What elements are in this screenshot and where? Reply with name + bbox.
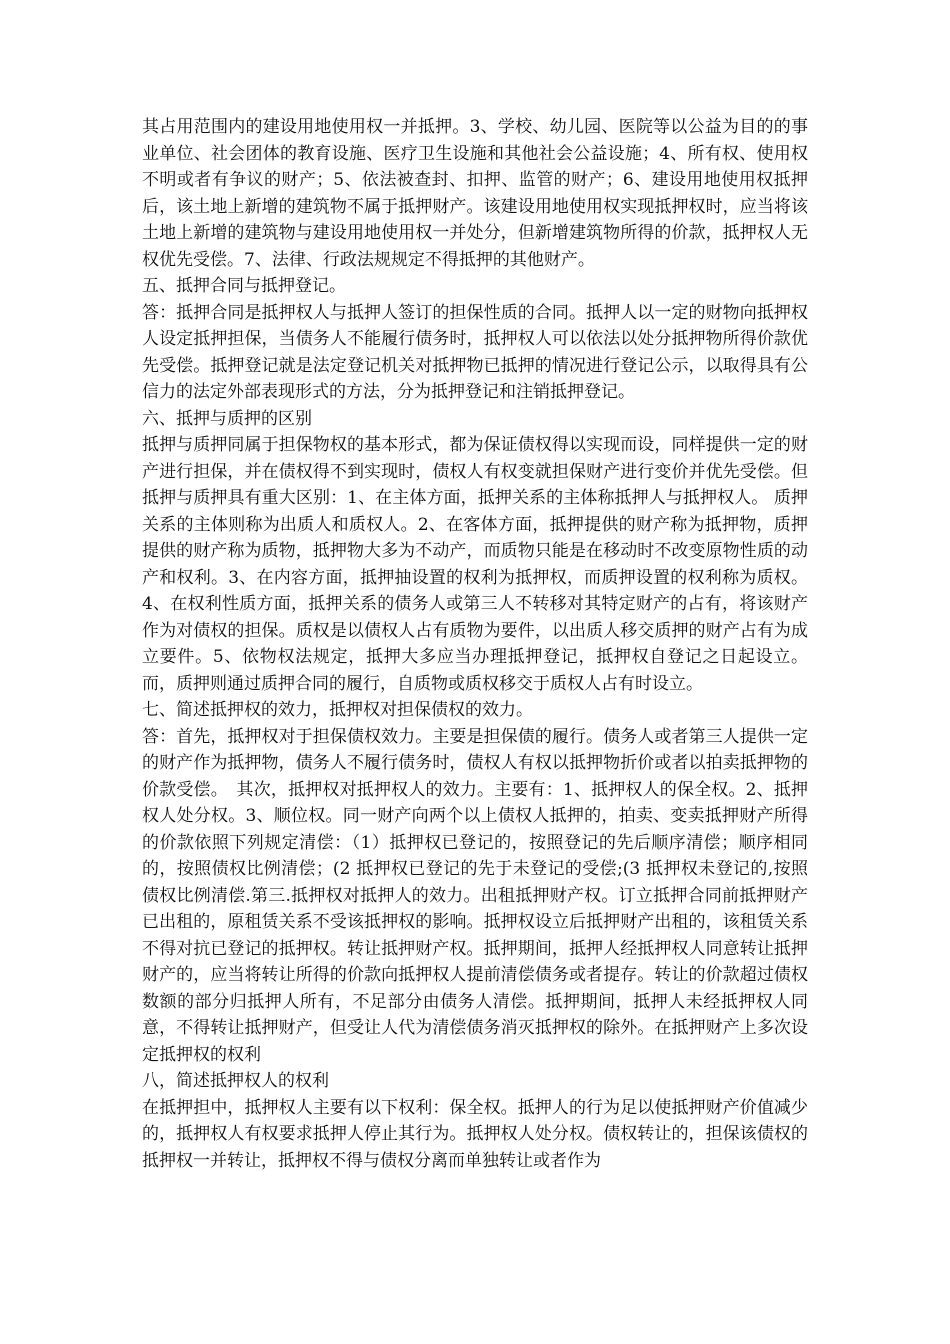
heading-section-6: 六、抵押与质押的区别 — [142, 408, 312, 429]
paragraph-answer-5: 答：抵押合同是抵押权人与抵押人签订的担保性质的合同。抵押人以一定的财物向抵押权人设定抵押担保，当债务人不能履行债务时，抵押权人可以依法以处分抵押物所得价款优先受偿。抵押登记就是法定登记机关对抵押物已抵押的情况进行登记公示，以取得具有公信力的法定外部表现形式的方法，分为抵押登记和注销抵押登记。 — [142, 302, 808, 402]
paragraph-answer-6: 抵押与质押同属于担保物权的基本形式，都为保证债权得以实现而设，同样提供一定的财产进行担保，并在债权得不到实现时，债权人有权变就担保财产进行变价并优先受偿。但抵押与质押具有重大区别：1、在主体方面，抵押关系的主体称抵押人与抵押权人。 质押关系的主体则称为出质人和质权人。2、在客体方面，抵押提供的财产称为抵押物，质押提供的财产称为质物，抵押物大多为不动产，而质物只能是在移动时不改变原物性质的动产和权利。3、在内容方面，抵押抽设置的权利为抵押权，而质押设置的权利称为质权。4、在权利性质方面，抵押关系的债务人或第三人不转移对其特定财产的占有，将该财产作为对债权的担保。质权是以债权人占有质物为要件，以出质人移交质押的财产占有为成立要件。5、依物权法规定，抵押大多应当办理抵押登记，抵押权自登记之日起设立。而，质押则通过质押合同的履行，自质物或质权移交于质权人占有时设立。 — [142, 435, 808, 694]
heading-section-8: 八，简述抵押权人的权利 — [142, 1071, 329, 1091]
heading-section-5: 五、抵押合同与抵押登记。 — [142, 276, 346, 296]
paragraph-answer-7: 答：首先，抵押权对于担保债权效力。主要是担保债的履行。债务人或者第三人提供一定的财产作为抵押物，债务人不履行债务时，债权人有权以抵押物折价或者以拍卖抵押物的价款受偿。 其次，抵押权对抵押权人的效力。主要有：1、抵押权人的保全权。2、抵押权人处分权。3、顺位权。同一财产向两个以上债权人抵押的，拍卖、变卖抵押财产所得的价款依照下列规定清偿：（1）抵押权已登记的，按照登记的先后顺序清偿；顺序相同的，按照债权比例清偿；(2 抵押权已登记的先于未登记的受偿;(3 抵押权未登记的,按照债权比例清偿.第三.抵押权对抵押人的效力。出租抵押财产权。订立抵押合同前抵押财产已出租的，原租赁关系不受该抵押权的影响。抵押权设立后抵押财产出租的，该租赁关系不得对抗已登记的抵押权。转让抵押财产权。抵押期间，抵押人经抵押权人同意转让抵押财产的，应当将转让所得的价款向抵押权人提前清偿债务或者提存。转让的价款超过债权数额的部分归抵押人所有，不足部分由债务人清偿。抵押期间，抵押人未经抵押权人同意，不得转让抵押财产，但受让人代为清偿债务消灭抵押权的除外。在抵押财产上多次设定抵押权的权利 — [142, 726, 808, 1065]
paragraph-continuation: 其占用范围内的建设用地使用权一并抵押。3、学校、幼儿园、医院等以公益为目的的事业单位、社会团体的教育设施、医疗卫生设施和其他社会公益设施；4、所有权、使用权不明或者有争议的财产；5、依法被查封、扣押、监管的财产；6、建设用地使用权抵押后，该土地上新增的建筑物不属于抵押财产。该建设用地使用权实现抵押权时，应当将该土地上新增的建筑物与建设用地使用权一并处分，但新增建筑物所得的价款，抵押权人无权优先受偿。7、法律、行政法规规定不得抵押的其他财产。 — [142, 117, 808, 270]
heading-section-7: 七、简述抵押权的效力，抵押权对担保债权的效力。 — [142, 700, 533, 720]
paragraph-answer-8: 在抵押担中，抵押权人主要有以下权利：保全权。抵押人的行为足以使抵押财产价值减少的，抵押权人有权要求抵押人停止其行为。抵押权人处分权。债权转让的，担保该债权的抵押权一并转让，抵押权不得与债权分离而单独转让或者作为 — [142, 1097, 808, 1171]
document-body — [142, 114, 808, 1174]
